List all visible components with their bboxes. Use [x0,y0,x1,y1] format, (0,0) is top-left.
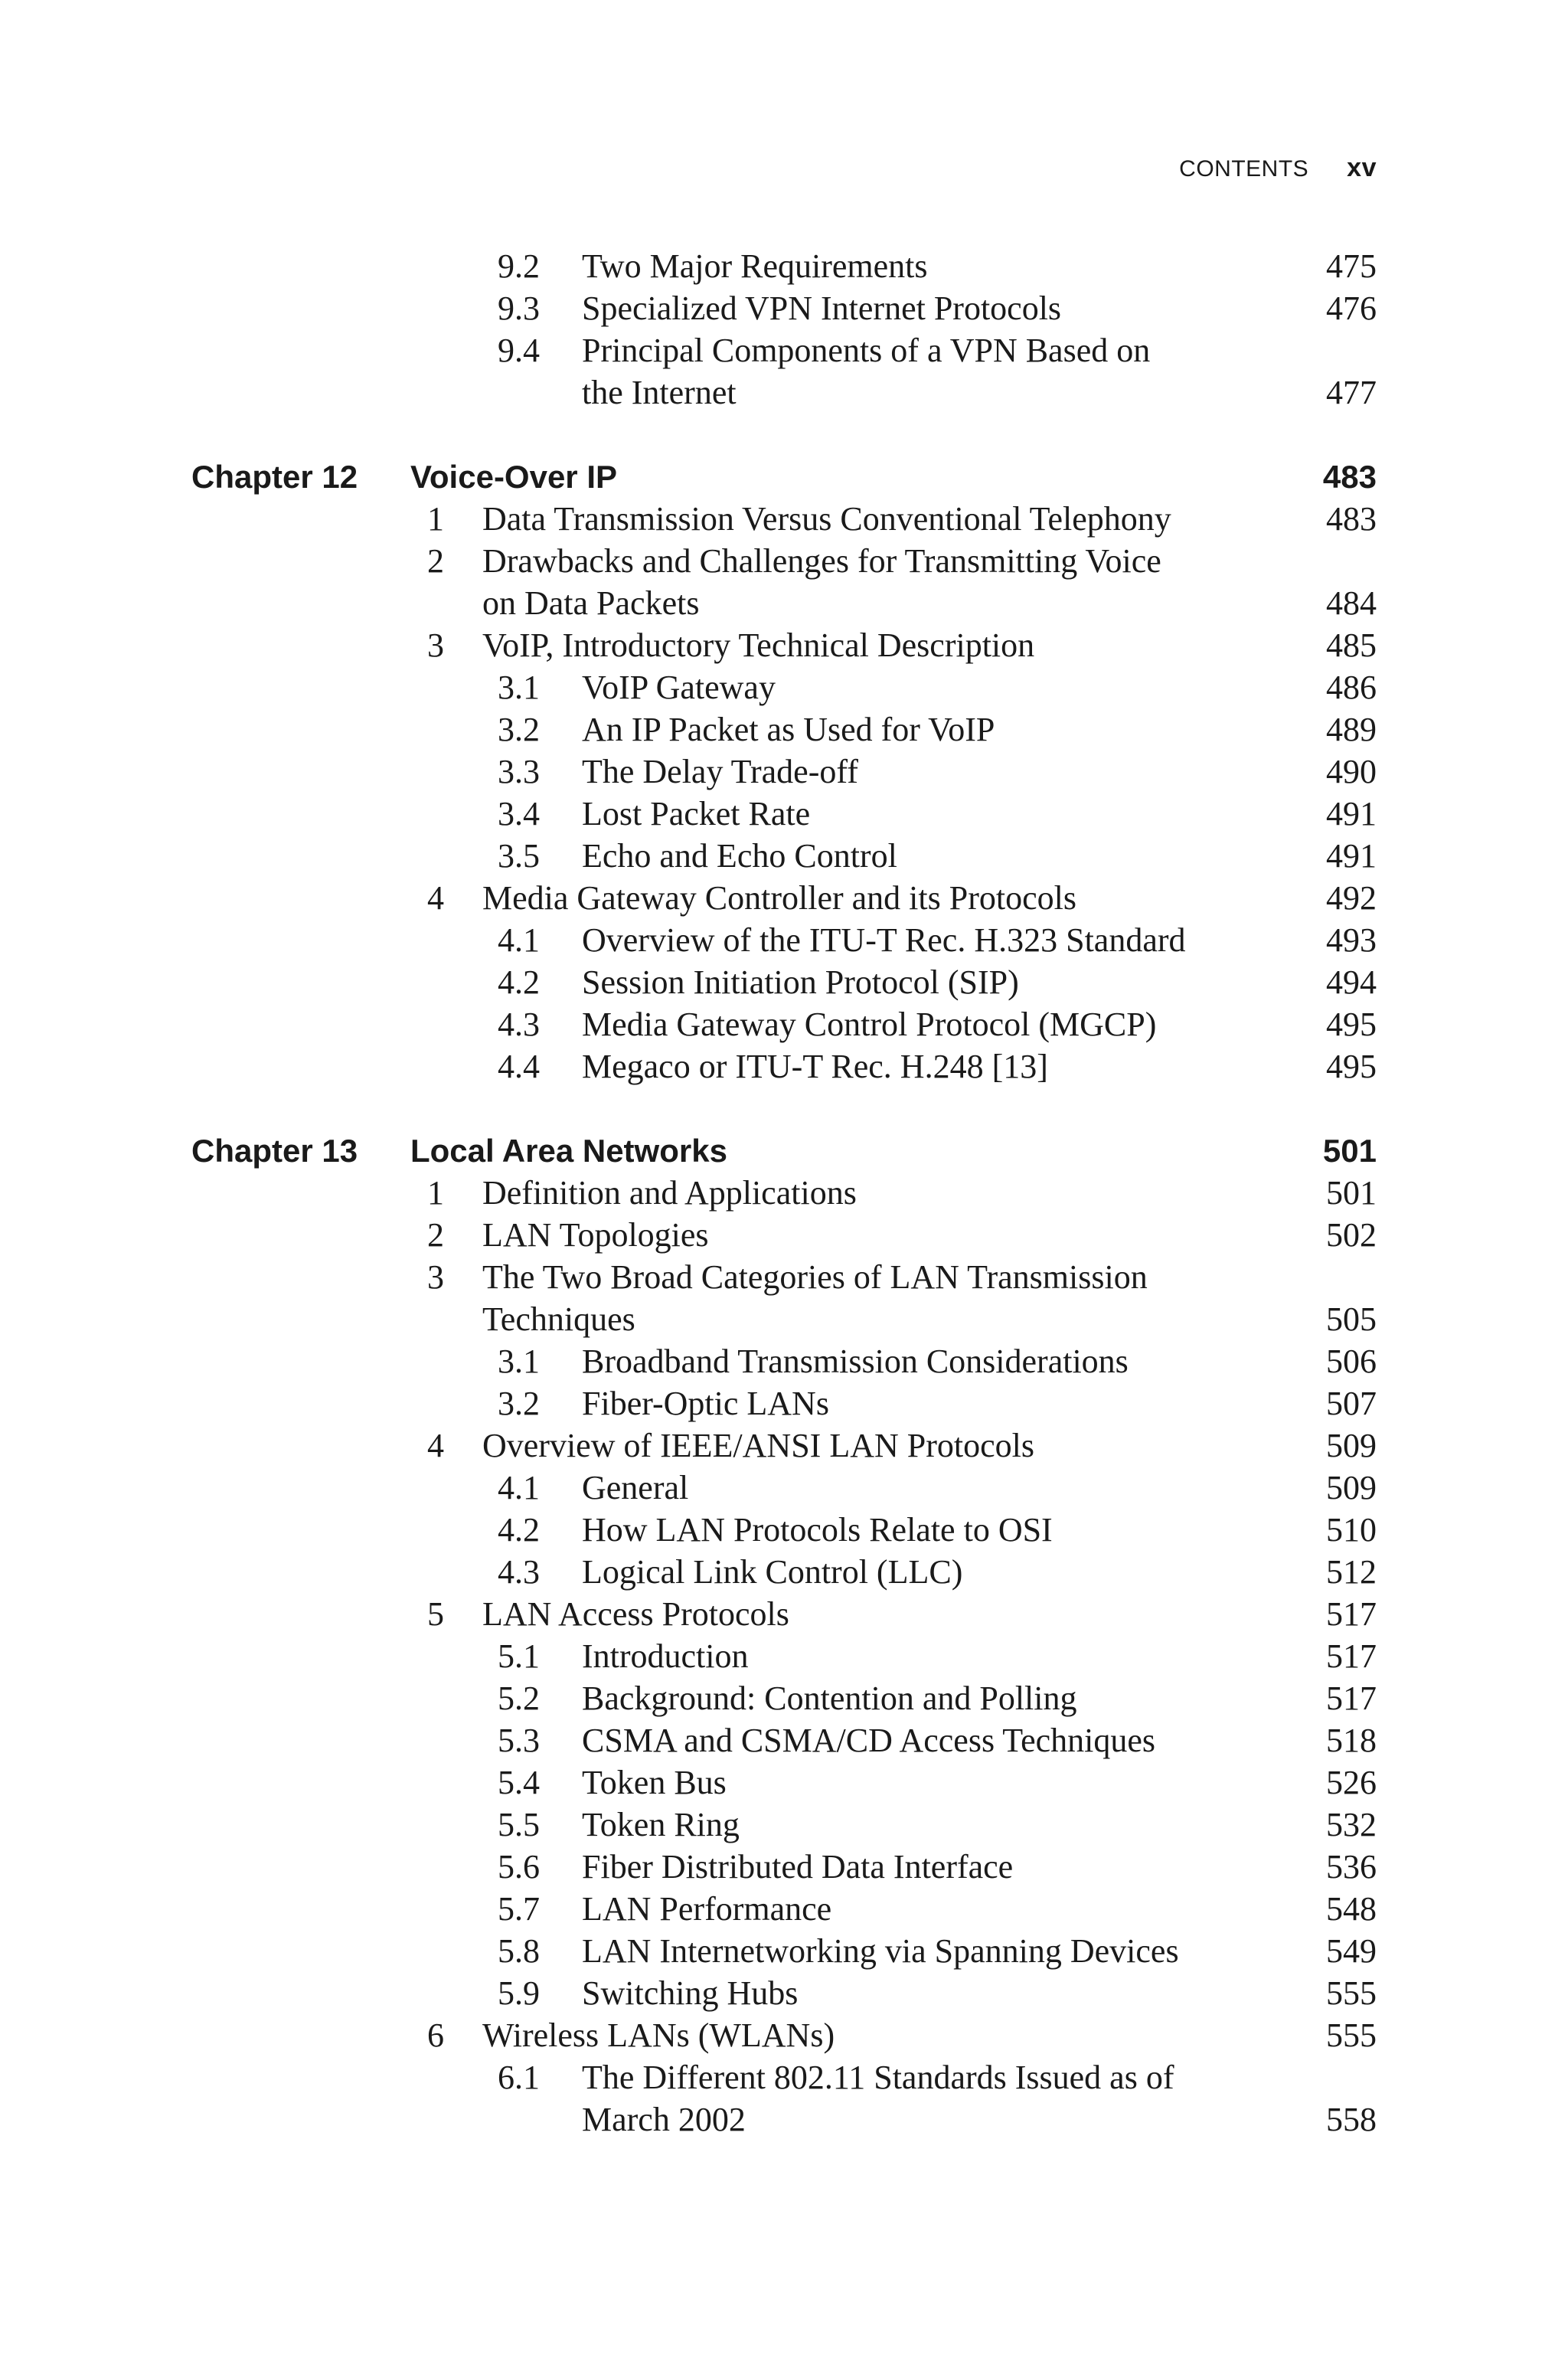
toc-entry-page: 510 [1326,1511,1377,1549]
toc-entry-number: 3.1 [498,669,540,706]
toc-entry [0,1424,1568,1467]
toc-entry-title: Lost Packet Rate [582,795,811,832]
toc-entry [0,1930,1568,1972]
toc-entry-title: Two Major Requirements [582,247,928,285]
toc-entry [0,2056,1568,2098]
toc-entry-title: VoIP, Introductory Technical Description [482,626,1035,664]
toc-entry [0,793,1568,835]
toc-entry-title: General [582,1469,689,1506]
toc-entry [0,1677,1568,1719]
toc-entry [0,1972,1568,2014]
toc-entry-number: 4 [427,879,444,917]
toc-entry-page: 484 [1326,584,1377,622]
toc-entry-number: 3 [427,626,444,664]
toc-entry-number: 5.9 [498,1974,540,2012]
toc-entry [0,919,1568,961]
toc-entry-number: 4.4 [498,1048,540,1085]
toc-entry-title: How LAN Protocols Relate to OSI [582,1511,1053,1549]
toc-entry-title: LAN Internetworking via Spanning Devices [582,1932,1179,1970]
toc-entry-page: 555 [1326,1974,1377,2012]
toc-entry-number: 2 [427,542,444,580]
toc-entry-page: 532 [1326,1806,1377,1843]
toc-entry [0,1003,1568,1045]
toc-entry-number: 5.3 [498,1722,540,1759]
toc-entry-title: Wireless LANs (WLANs) [482,2016,835,2054]
toc-entry-title: Background: Contention and Polling [582,1680,1077,1717]
toc-entry-title: Principal Components of a VPN Based on [582,332,1151,369]
toc-entry [0,2014,1568,2056]
toc-entry-title: Overview of IEEE/ANSI LAN Protocols [482,1427,1034,1464]
toc-entry-page: 558 [1326,2101,1377,2138]
toc-entry-page: 486 [1326,669,1377,706]
toc-entry-page: 475 [1326,247,1377,285]
toc-entry-continuation [0,2098,1568,2141]
toc-entry-title: An IP Packet as Used for VoIP [582,711,995,748]
toc-entry-page: 517 [1326,1637,1377,1675]
toc-entry-number: 5.5 [498,1806,540,1843]
toc-entry-number: 5 [427,1595,444,1633]
toc-entry-title: Session Initiation Protocol (SIP) [582,963,1019,1001]
toc-entry-title: Drawbacks and Challenges for Transmitting Voice [482,542,1161,580]
toc-entry-number: 4.1 [498,921,540,959]
toc-entry-continuation [0,371,1568,414]
toc-entry-title: Broadband Transmission Considerations [582,1343,1129,1380]
running-head-label: CONTENTS [1179,156,1309,182]
toc-entry-page: 491 [1326,795,1377,832]
toc-entry-title: LAN Topologies [482,1216,709,1254]
toc-entry-number: 4.3 [498,1553,540,1591]
toc-entry-number: 3.2 [498,711,540,748]
toc-entry [0,961,1568,1003]
toc-entry [0,1804,1568,1846]
toc-entry-title: Token Bus [582,1764,727,1801]
chapter-page: 483 [1322,459,1377,495]
toc-entry-title: Specialized VPN Internet Protocols [582,289,1062,327]
toc-entry-number: 4 [427,1427,444,1464]
toc-entry-page: 489 [1326,711,1377,748]
toc-entry-title: Overview of the ITU-T Rec. H.323 Standard [582,921,1186,959]
toc-entry [0,1340,1568,1382]
toc-entry [0,540,1568,582]
toc-entry-number: 3.1 [498,1343,540,1380]
toc-entry-page: 502 [1326,1216,1377,1254]
chapter-label: Chapter 12 [191,459,358,495]
toc-entry-number: 5.8 [498,1932,540,1970]
toc-entry [0,1172,1568,1214]
toc-chapter-heading [0,456,1568,498]
toc-entry-page: 493 [1326,921,1377,959]
toc-entry-number: 4.3 [498,1006,540,1043]
toc-entry-number: 3.5 [498,837,540,875]
toc-entry [0,1467,1568,1509]
toc-entry-title: The Two Broad Categories of LAN Transmission [482,1258,1148,1296]
toc-entry-number: 3 [427,1258,444,1296]
toc-entry [0,1256,1568,1298]
toc-entry-number: 9.2 [498,247,540,285]
toc-entry [0,1382,1568,1424]
toc-entry [0,1214,1568,1256]
toc-entry [0,329,1568,371]
toc-entry-page: 536 [1326,1848,1377,1886]
toc-entry-title: March 2002 [582,2101,746,2138]
toc-entry-title: Token Ring [582,1806,740,1843]
toc-entry [0,1888,1568,1930]
toc-entry-page: 518 [1326,1722,1377,1759]
toc-entry-page: 495 [1326,1048,1377,1085]
toc-entry-number: 5.2 [498,1680,540,1717]
toc-entry [0,666,1568,708]
toc-entry-number: 5.1 [498,1637,540,1675]
toc-entry-number: 3.4 [498,795,540,832]
toc-entry-number: 2 [427,1216,444,1254]
toc-entry-number: 3.3 [498,753,540,790]
toc-entry-page: 509 [1326,1427,1377,1464]
toc-entry [0,1593,1568,1635]
toc-entry-page: 517 [1326,1595,1377,1633]
toc-entry-title: LAN Performance [582,1890,832,1928]
toc-entry-number: 9.4 [498,332,540,369]
toc-entry-title: Fiber Distributed Data Interface [582,1848,1014,1886]
toc-entry [0,1635,1568,1677]
toc-entry [0,1509,1568,1551]
toc-entry-continuation [0,582,1568,624]
toc-entry-title: Fiber-Optic LANs [582,1385,829,1422]
toc-entry-page: 555 [1326,2016,1377,2054]
toc-entry-page: 507 [1326,1385,1377,1422]
toc-entry [0,751,1568,793]
chapter-title: Voice-Over IP [410,459,618,495]
toc-entry-number: 6.1 [498,2059,540,2096]
toc-entry-number: 4.2 [498,963,540,1001]
toc-entry-title: on Data Packets [482,584,700,622]
toc-entry-title: Introduction [582,1637,749,1675]
toc-entry-title: Logical Link Control (LLC) [582,1553,963,1591]
toc-entry-title: Switching Hubs [582,1974,799,2012]
chapter-title: Local Area Networks [410,1133,727,1169]
toc-entry-page: 506 [1326,1343,1377,1380]
toc-entry-number: 9.3 [498,289,540,327]
toc-entry-title: Data Transmission Versus Conventional Telephony [482,500,1171,538]
toc-entry-title: Megaco or ITU-T Rec. H.248 [13] [582,1048,1048,1085]
toc-entry-page: 549 [1326,1932,1377,1970]
toc-entry-page: 490 [1326,753,1377,790]
toc-entry-title: Echo and Echo Control [582,837,897,875]
chapter-page: 501 [1322,1133,1377,1169]
toc-entry-page: 477 [1326,374,1377,411]
toc-entry [0,1551,1568,1593]
toc-entry [0,708,1568,751]
toc-entry-page: 509 [1326,1469,1377,1506]
toc-entry-page: 483 [1326,500,1377,538]
toc-entry-number: 4.1 [498,1469,540,1506]
toc-entry-title: Media Gateway Control Protocol (MGCP) [582,1006,1157,1043]
page-folio: xv [1347,153,1377,182]
toc-entry [0,498,1568,540]
toc-entry-page: 505 [1326,1300,1377,1338]
toc-entry-page: 494 [1326,963,1377,1001]
toc-entry-continuation [0,1298,1568,1340]
toc-entry-title: The Different 802.11 Standards Issued as of [582,2059,1174,2096]
toc-entry-page: 491 [1326,837,1377,875]
toc-entry-page: 485 [1326,626,1377,664]
toc-chapter-heading [0,1130,1568,1172]
toc-entry-page: 512 [1326,1553,1377,1591]
toc-entry-page: 501 [1326,1174,1377,1212]
chapter-label: Chapter 13 [191,1133,358,1169]
toc-entry [0,1846,1568,1888]
toc-entry [0,1045,1568,1088]
toc-entry-title: VoIP Gateway [582,669,776,706]
toc-entry-title: The Delay Trade-off [582,753,858,790]
toc-entry-title: Definition and Applications [482,1174,857,1212]
toc-entry-number: 1 [427,1174,444,1212]
toc-entry-page: 495 [1326,1006,1377,1043]
toc-entry-page: 476 [1326,289,1377,327]
toc-entry-number: 3.2 [498,1385,540,1422]
toc-entry [0,1719,1568,1761]
toc-entry-title: CSMA and CSMA/CD Access Techniques [582,1722,1156,1759]
toc-entry [0,835,1568,877]
toc-entry-page: 526 [1326,1764,1377,1801]
toc-entry [0,245,1568,287]
toc-entry-title: the Internet [582,374,737,411]
toc-entry-title: Techniques [482,1300,635,1338]
toc-entry-number: 1 [427,500,444,538]
toc-entry [0,287,1568,329]
toc-entry-page: 492 [1326,879,1377,917]
toc-entry-number: 5.4 [498,1764,540,1801]
toc-entry [0,1761,1568,1804]
running-head [1179,153,1377,183]
toc-entry-number: 5.7 [498,1890,540,1928]
toc-entry [0,877,1568,919]
toc-entry-number: 5.6 [498,1848,540,1886]
toc-entry [0,624,1568,666]
toc-entry-page: 517 [1326,1680,1377,1717]
toc-entry-page: 548 [1326,1890,1377,1928]
toc-entry-number: 6 [427,2016,444,2054]
toc-entry-title: LAN Access Protocols [482,1595,789,1633]
toc-entry-title: Media Gateway Controller and its Protocols [482,879,1076,917]
toc-entry-number: 4.2 [498,1511,540,1549]
